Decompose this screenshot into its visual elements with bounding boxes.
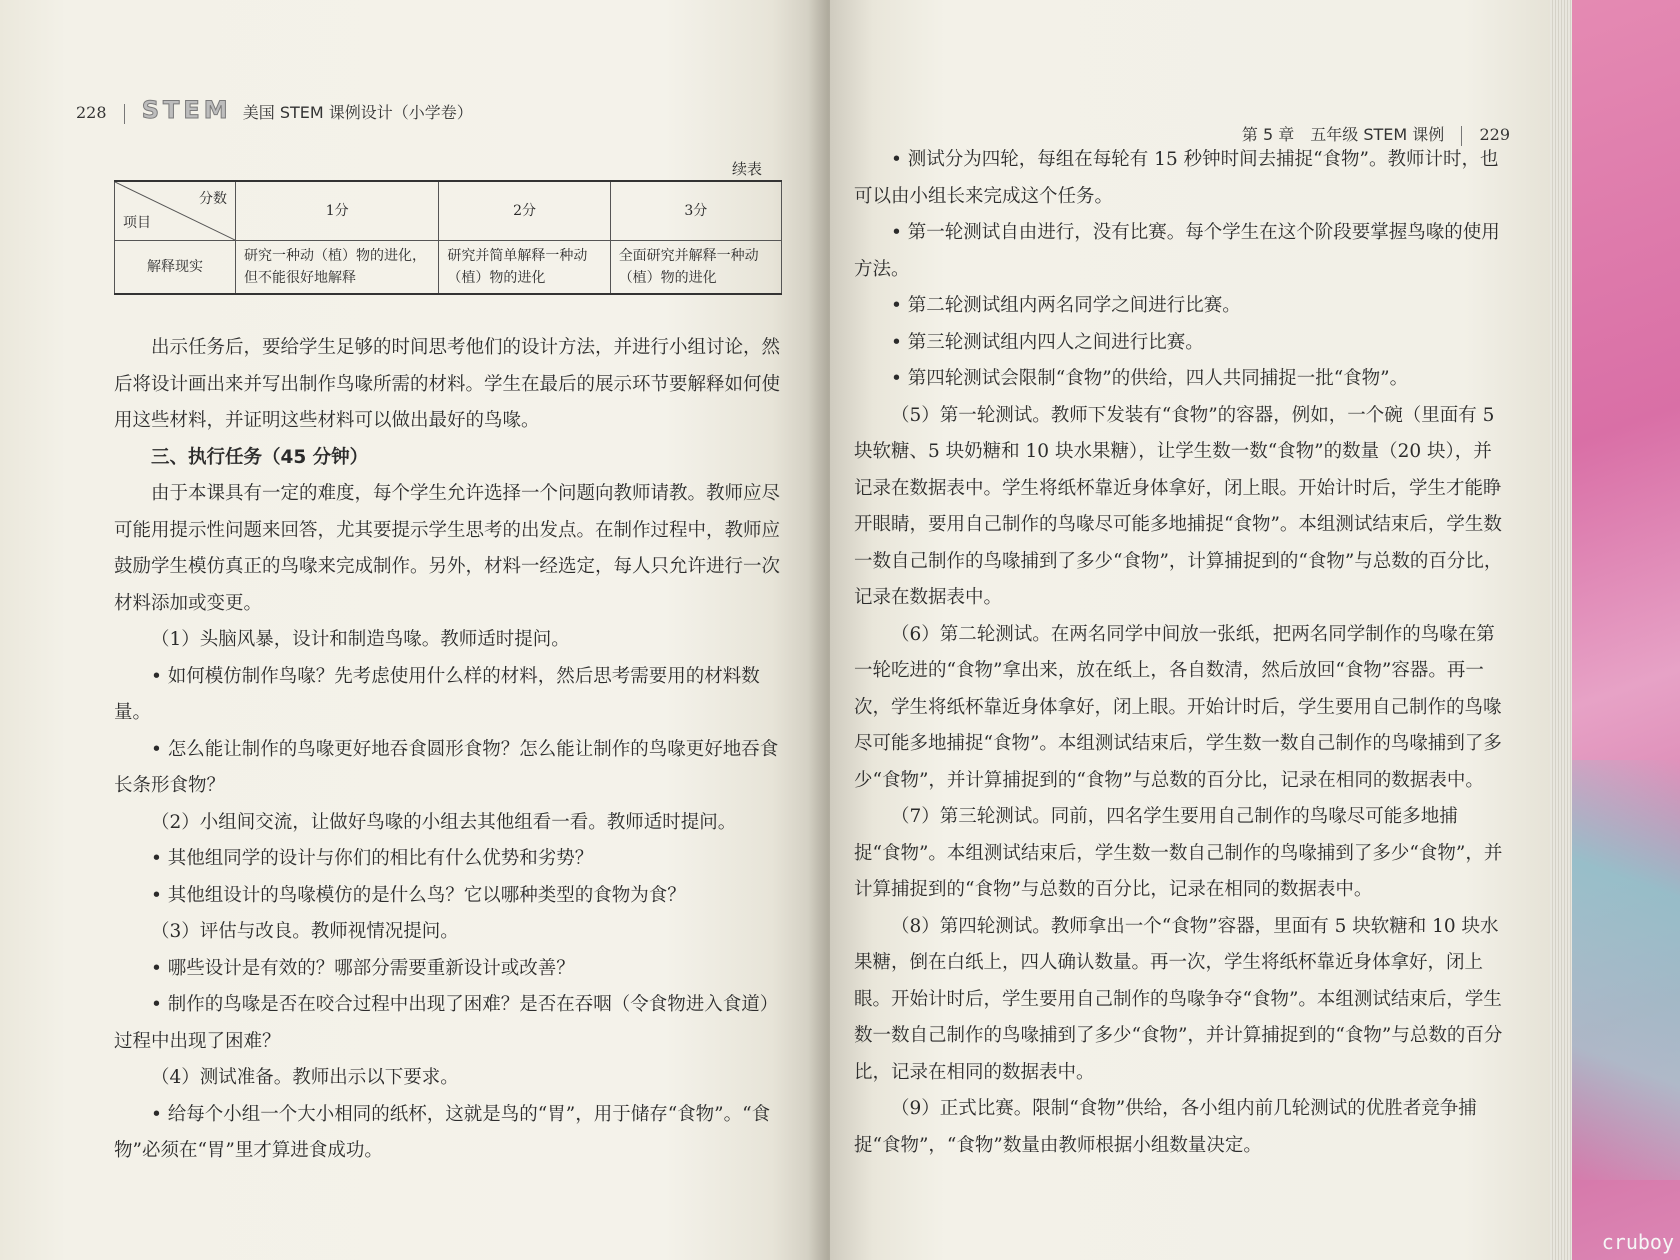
bullet-paragraph: • 其他组设计的鸟喙模仿的是什么鸟？它以哪种类型的食物为食？ <box>151 884 686 906</box>
body-paragraph: 出示任务后，要给学生足够的时间思考他们的设计方法，并进行小组讨论，然后将设计画出来并写出制作鸟喙所需的材料。学生在最后的展示环节要解释如何使用这些材料，并证明这些材料可以做出最好的鸟喙。 <box>114 337 781 431</box>
table-column-header: 1分 <box>236 181 439 241</box>
bullet-paragraph: • 怎么能让制作的鸟喙更好地吞食圆形食物？怎么能让制作的鸟喙更好地吞食长条形食物？ <box>114 738 779 796</box>
bullet-paragraph: • 哪些设计是有效的？哪部分需要重新设计或改善？ <box>151 957 575 979</box>
right-header-chapter: 第 5 章 五年级 STEM 课例 <box>1241 125 1445 144</box>
background-cloth-teal <box>1560 760 1680 1180</box>
stem-logo: STEM <box>141 96 232 124</box>
table-cell: 全面研究并解释一种动（植）物的进化 <box>610 241 781 295</box>
left-page-number: 228 <box>76 103 107 122</box>
table-cell: 研究并简单解释一种动（植）物的进化 <box>439 241 610 295</box>
body-paragraph: （9）正式比赛。限制“食物”供给，各小组内前几轮测试的优胜者竞争捕捉“食物”，“食物”数量由教师根据小组数量决定。 <box>854 1098 1477 1156</box>
bullet-paragraph: • 第一轮测试自由进行，没有比赛。每个学生在这个阶段要掌握鸟喙的使用方法。 <box>854 222 1500 280</box>
table-row-item: 解释现实 <box>115 241 236 295</box>
bullet-paragraph: • 第三轮测试组内四人之间进行比赛。 <box>891 331 1204 353</box>
right-body-text <box>854 142 1504 1164</box>
body-paragraph: （2）小组间交流，让做好鸟喙的小组去其他组看一看。教师适时提问。 <box>151 811 737 833</box>
score-table-wrap <box>114 180 782 295</box>
body-paragraph: 由于本课具有一定的难度，每个学生允许选择一个问题向教师请教。教师应尽可能用提示性问题来回答，尤其要提示学生思考的出发点。在制作过程中，教师应鼓励学生模仿真正的鸟喙来完成制作。另外，材料一经选定，每人只允许进行一次材料添加或变更。 <box>114 483 781 614</box>
body-paragraph: （1）头脑风暴，设计和制造鸟喙。教师适时提问。 <box>151 629 570 650</box>
bullet-paragraph: • 第四轮测试会限制“食物”的供给，四人共同捕捉一批“食物”。 <box>891 368 1409 389</box>
page-stack-edge <box>1550 0 1572 1260</box>
bullet-paragraph: • 测试分为四轮，每组在每轮有 15 秒钟时间去捕捉“食物”。教师计时，也可以由小组长来完成这个任务。 <box>854 149 1499 207</box>
bullet-paragraph: • 制作的鸟喙是否在咬合过程中出现了困难？是否在吞咽（令食物进入食道）过程中出现了困难？ <box>114 994 779 1052</box>
table-column-header: 2分 <box>439 181 610 241</box>
bullet-paragraph: • 其他组同学的设计与你们的相比有什么优势和劣势？ <box>151 848 594 869</box>
body-paragraph: （5）第一轮测试。教师下发装有“食物”的容器，例如，一个碗（里面有 5 块软糖、5 块奶糖和 10 块水果糖），让学生数一数“食物”的数量（20 块），并记录在数据表中。学生将纸杯靠近身体拿好，闭上眼。开始计时后，学生才能睁开眼睛，要用自己制作的鸟喙尽可能多地捕捉“食物”。本组测试结束后，学生数一数自己制作的鸟喙捕到了多少“食物”，计算捕捉到的“食物”与总数的百分比，记录在数据表中。 <box>854 404 1503 608</box>
table-corner-cell <box>115 181 236 241</box>
table-row <box>115 241 782 295</box>
body-paragraph: （4）测试准备。教师出示以下要求。 <box>151 1067 459 1088</box>
table-header-row <box>115 181 782 241</box>
body-paragraph: （6）第二轮测试。在两名同学中间放一张纸，把两名同学制作的鸟喙在第一轮吃进的“食物”拿出来，放在纸上，各自数清，然后放回“食物”容器。再一次，学生将纸杯靠近身体拿好，闭上眼。开始计时后，学生要用自己制作的鸟喙尽可能多地捕捉“食物”。本组测试结束后，学生数一数自己制作的鸟喙捕到了多少“食物”，并计算捕捉到的“食物”与总数的百分比，记录在相同的数据表中。 <box>854 623 1502 791</box>
left-page <box>0 0 830 1260</box>
left-header <box>76 96 473 124</box>
bullet-paragraph: • 如何模仿制作鸟喙？先考虑使用什么样的材料，然后思考需要用的材料数量。 <box>114 665 760 723</box>
corner-bottom-label: 项目 <box>123 215 151 231</box>
left-body-text <box>114 330 782 1170</box>
right-page <box>830 0 1550 1260</box>
score-table <box>114 180 782 295</box>
left-header-title: 美国 STEM 课例设计（小学卷） <box>242 103 473 122</box>
bullet-paragraph: • 第二轮测试组内两名同学之间进行比赛。 <box>891 295 1241 316</box>
table-column-header: 3分 <box>610 181 781 241</box>
section-heading: 三、执行任务（45 分钟） <box>151 446 369 468</box>
table-cell: 研究一种动（植）物的进化，但不能很好地解释 <box>236 241 439 295</box>
corner-top-label: 分数 <box>199 191 227 207</box>
continued-label: 续表 <box>732 160 763 178</box>
watermark: cruboy <box>1601 1230 1674 1254</box>
body-paragraph: （3）评估与改良。教师视情况提问。 <box>151 921 459 942</box>
bullet-paragraph: • 给每个小组一个大小相同的纸杯，这就是鸟的“胃”，用于储存“食物”。“食物”必须在“胃”里才算进食成功。 <box>114 1103 771 1161</box>
body-paragraph: （7）第三轮测试。同前，四名学生要用自己制作的鸟喙尽可能多地捕捉“食物”。本组测试结束后，学生数一数自己制作的鸟喙捕到了多少“食物”，并计算捕捉到的“食物”与总数的百分比，记录在相同的数据表中。 <box>854 806 1503 900</box>
header-divider <box>124 104 125 124</box>
body-paragraph: （8）第四轮测试。教师拿出一个“食物”容器，里面有 5 块软糖和 10 块水果糖，倒在白纸上，四人确认数量。再一次，学生将纸杯靠近身体拿好，闭上眼。开始计时后，学生要用自己制作的鸟喙争夺“食物”。本组测试结束后，学生数一数自己制作的鸟喙捕到了多少“食物”，并计算捕捉到的“食物”与总数的百分比，记录在相同的数据表中。 <box>854 915 1503 1083</box>
right-page-number: 229 <box>1479 125 1510 144</box>
